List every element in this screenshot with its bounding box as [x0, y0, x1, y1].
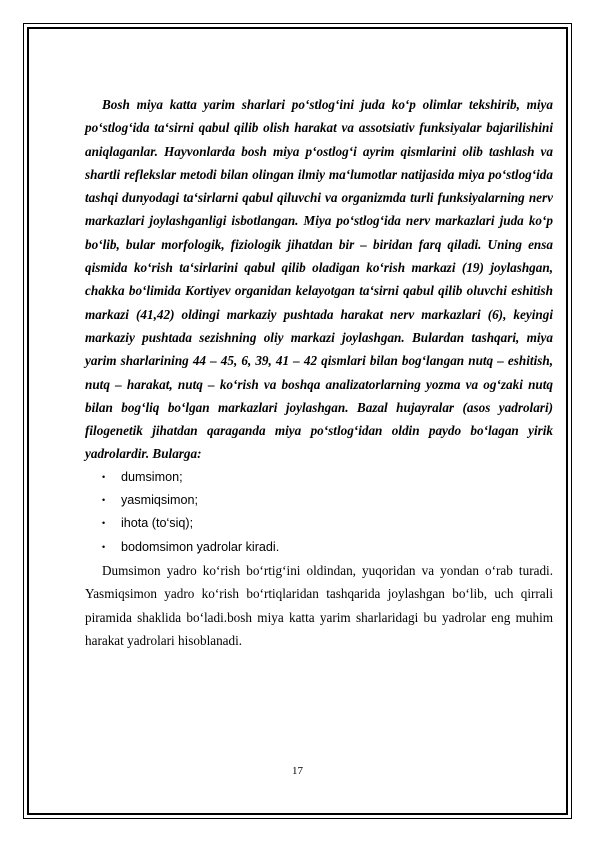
list-item-text: ihota (to‘siq);	[121, 516, 194, 531]
list-item	[85, 536, 553, 559]
list-item	[85, 512, 553, 535]
list-item-text: bodomsimon yadrolar kiradi.	[121, 539, 280, 554]
yadro-list	[85, 466, 553, 559]
list-item-text: yasmiqsimon;	[121, 493, 198, 508]
page-number: 17	[292, 765, 303, 777]
list-item-text: dumsimon;	[121, 469, 183, 484]
page-content	[85, 93, 553, 652]
list-item	[85, 489, 553, 512]
bullet-icon: •	[102, 518, 106, 529]
bullet-icon: •	[102, 495, 106, 506]
list-item	[85, 466, 553, 489]
intro-paragraph: Bosh miya katta yarim sharlari po‘stlog‘ini juda ko‘p olimlar tekshirib, miya po‘stlog‘ida ta‘sirni qabul qilib olish harakat va assotsiativ funksiyalar bajarilishini aniqlaganlar. Hayvonlarda bosh miya p‘ostlog‘i ayrim qismlarini olib tashlash va shartli reflekslar metodi bilan olingan ilmiy ma‘lumotlar natijasida miya po‘stlog‘ida tashqi dunyodagi ta‘sirlarni qabul qiluvchi va organizmda turli funksiyalarning nerv markazlari joylashganligi isbotlangan. Miya po‘stlog‘ida nerv markazlari juda ko‘p bo‘lib, bular morfologik, fiziologik jihatdan bir – biridan farq qiladi. Uning ensa qismida ko‘rish ta‘sirlarini qabul qilib oladigan ko‘rish markazi (19) joylashgan, chakka bo‘limida Kortiyev organidan kelayotgan ta‘sirni qabul qilib oluvchi eshitish markazi (41,42) oldingi markaziy pushtada harakat nerv markazlari (6), keyingi markaziy pushtada sezishning oliy markazi joylashgan. Bulardan tashqari, miya yarim sharlarining 44 – 45, 6, 39, 41 – 42 qismlari bilan bog‘langan nutq – eshitish, nutq – harakat, nutq – ko‘rish va boshqa analizatorlarning yozma va og‘zaki nutq bilan bog‘liq bo‘lgan markazlari joylashgan. Bazal hujayralar (asos yadrolari) filogenetik jihatdan qaraganda miya po‘stlog‘idan oldin paydo bo‘lagan yirik yadrolardir. Bularga:	[85, 97, 553, 462]
bullet-icon: •	[102, 471, 106, 482]
closing-paragraph: Dumsimon yadro ko‘rish bo‘rtig‘ini oldindan, yuqoridan va yondan o‘rab turadi. Yasmiqsimon yadro ko‘rish bo‘rtiqlaridan tashqarida joylashgan bo‘lib, uch qirrali piramida shaklida bo‘ladi.bosh miya katta yarim sharlaridagi bu yadrolar eng muhim harakat yadrolari hisoblanadi.	[85, 562, 553, 648]
bullet-icon: •	[102, 541, 106, 552]
